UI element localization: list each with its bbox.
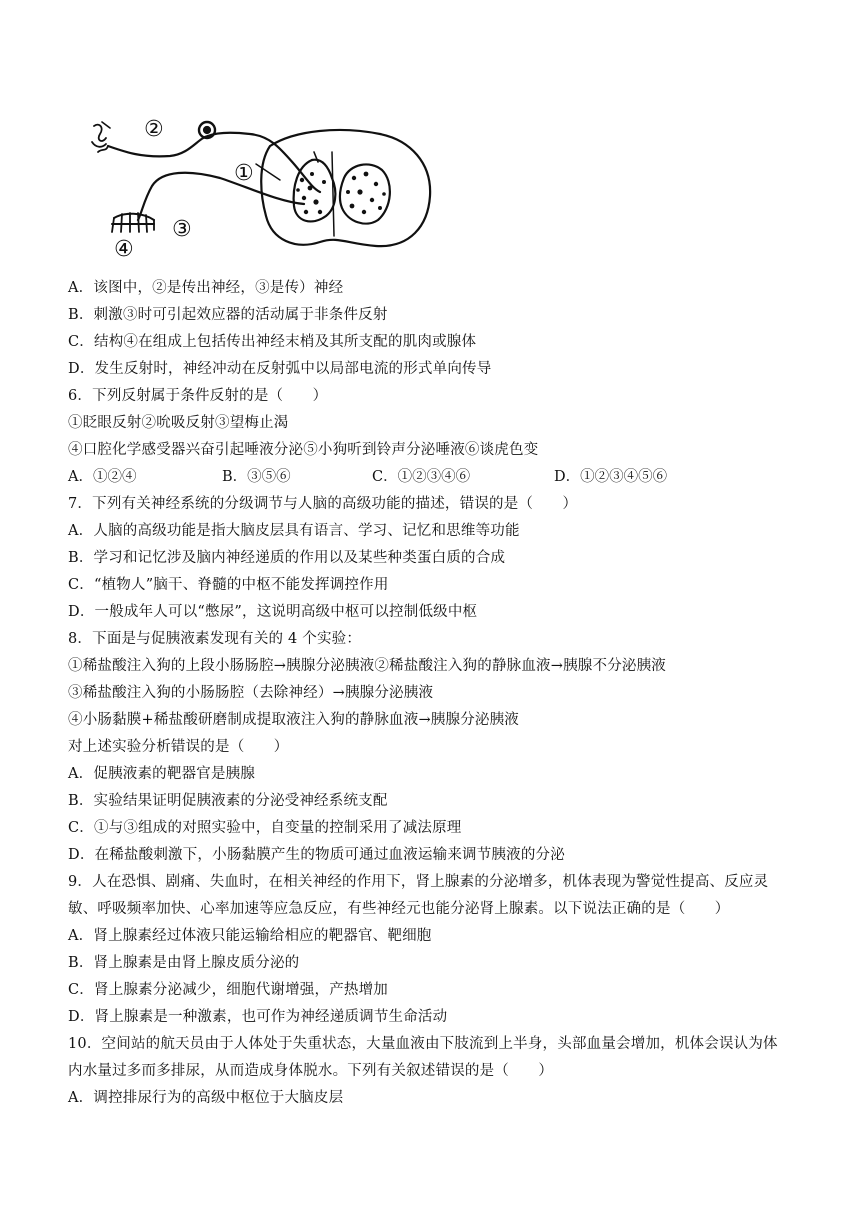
reflex-arc-figure [80, 108, 440, 268]
q9-option-c: C．肾上腺素分泌减少，细胞代谢增强，产热增加 [68, 982, 388, 998]
q8-experiment-1: ①稀盐酸注入狗的上段小肠肠腔→胰腺分泌胰液②稀盐酸注入狗的静脉血液→胰腺不分泌胰液 [68, 658, 666, 674]
q8-experiment-2: ③稀盐酸注入狗的小肠肠腔（去除神经）→胰腺分泌胰液 [68, 685, 434, 701]
q10-stem-1: 10．空间站的航天员由于人体处于失重状态，大量血液由下肢流到上半身，头部血量会增加，机体会误认为体 [68, 1036, 778, 1052]
q6-option-a: A．①②④ [68, 469, 137, 485]
q8-option-a: A．促胰液素的靶器官是胰腺 [68, 766, 256, 782]
q8-experiment-3: ④小肠黏膜+稀盐酸研磨制成提取液注入狗的静脉血液→胰腺分泌胰液 [68, 712, 519, 728]
q5-option-b: B．刺激③时可引起效应器的活动属于非条件反射 [68, 307, 388, 323]
q7-option-c: C．“植物人”脑干、脊髓的中枢不能发挥调控作用 [68, 577, 389, 593]
q8-option-b: B．实验结果证明促胰液素的分泌受神经系统支配 [68, 793, 388, 809]
q6-option-d: D．①②③④⑤⑥ [554, 469, 668, 485]
q6-items-2: ④口腔化学感受器兴奋引起唾液分泌⑤小狗听到铃声分泌唾液⑥谈虎色变 [68, 442, 539, 458]
label-2: ② [144, 117, 164, 142]
q5-option-c: C．结构④在组成上包括传出神经末梢及其所支配的肌肉或腺体 [68, 334, 477, 350]
q7-option-b: B．学习和记忆涉及脑内神经递质的作用以及某些种类蛋白质的合成 [68, 550, 506, 566]
q10-option-a: A．调控排尿行为的高级中枢位于大脑皮层 [68, 1090, 344, 1106]
label-4: ④ [114, 237, 134, 262]
q6-option-b: B．③⑤⑥ [222, 469, 291, 485]
q5-option-a: A．该图中，②是传出神经，③是传）神经 [68, 280, 344, 296]
label-3: ③ [172, 217, 192, 242]
q6-option-c: C．①②③④⑥ [372, 469, 471, 485]
q9-option-b: B．肾上腺素是由肾上腺皮质分泌的 [68, 955, 300, 971]
q7-option-a: A．人脑的高级功能是指大脑皮层具有语言、学习、记忆和思维等功能 [68, 523, 520, 539]
q6-stem: 6．下列反射属于条件反射的是（ ） [68, 388, 328, 404]
label-1: ① [234, 161, 254, 186]
q8-option-c: C．①与③组成的对照实验中，自变量的控制采用了减法原理 [68, 820, 462, 836]
q9-stem-2: 敏、呼吸频率加快、心率加速等应急反应，有些神经元也能分泌肾上腺素。以下说法正确的是（ ） [68, 901, 730, 917]
q7-stem: 7．下列有关神经系统的分级调节与人脑的高级功能的描述，错误的是（ ） [68, 496, 578, 512]
q8-stem: 8．下面是与促胰液素发现有关的 4 个实验： [68, 631, 362, 647]
q8-option-d: D．在稀盐酸刺激下，小肠黏膜产生的物质可通过血液运输来调节胰液的分泌 [68, 847, 565, 863]
q9-option-a: A．肾上腺素经过体液只能运输给相应的靶器官、靶细胞 [68, 928, 432, 944]
q9-stem-1: 9．人在恐惧、剧痛、失血时，在相关神经的作用下，肾上腺素的分泌增多，机体表现为警觉性提高、反应灵 [68, 874, 769, 890]
q9-option-d: D．肾上腺素是一种激素，也可作为神经递质调节生命活动 [68, 1009, 448, 1025]
q8-question: 对上述实验分析错误的是（ ） [68, 739, 289, 755]
q6-items-1: ①眨眼反射②吮吸反射③望梅止渴 [68, 415, 289, 431]
q10-stem-2: 内水量过多而多排尿，从而造成身体脱水。下列有关叙述错误的是（ ） [68, 1063, 554, 1079]
q7-option-d: D．一般成年人可以“憋尿”，这说明高级中枢可以控制低级中枢 [68, 604, 478, 620]
q5-option-d: D．发生反射时，神经冲动在反射弧中以局部电流的形式单向传导 [68, 361, 492, 377]
